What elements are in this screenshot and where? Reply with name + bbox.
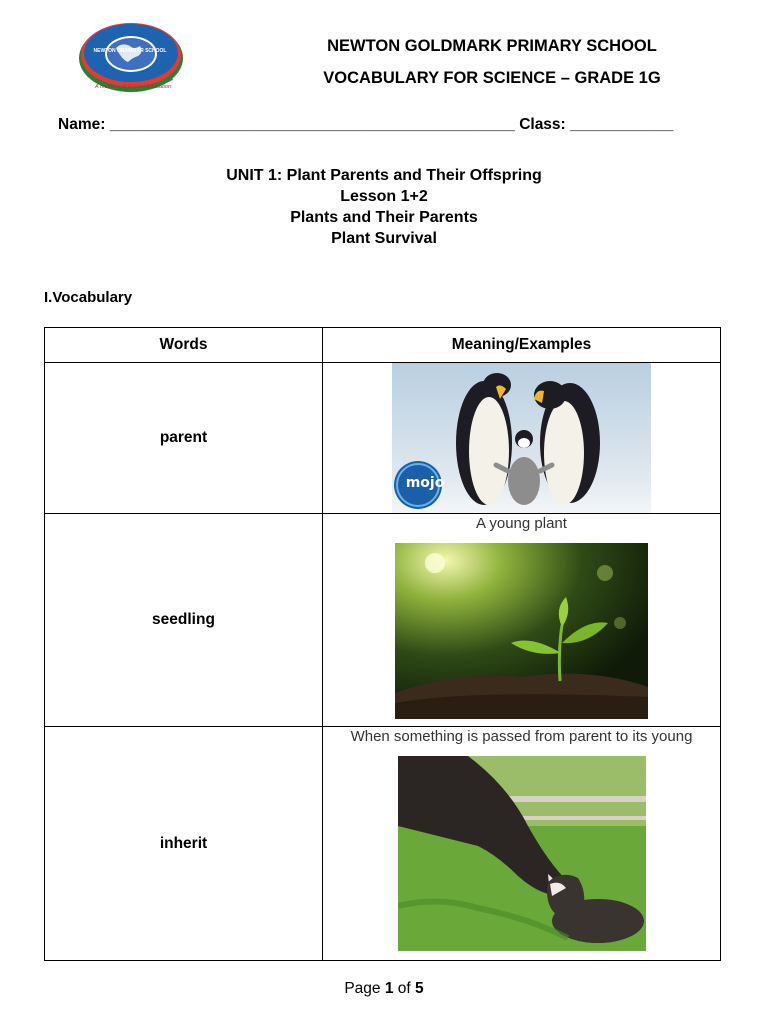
page-indicator	[0, 980, 768, 998]
horse-and-foal-image	[398, 756, 646, 951]
word-cell: inherit	[45, 727, 323, 961]
mojo-badge: mojo	[405, 475, 445, 491]
page-prefix: Page	[344, 980, 381, 997]
section-title: I.Vocabulary	[44, 289, 133, 306]
current-page: 1	[384, 980, 394, 997]
topic-title-2: Plant Survival	[331, 230, 437, 247]
meaning-caption: When something is passed from parent to its young	[350, 728, 693, 745]
seedling-image	[395, 543, 648, 719]
table-row	[45, 363, 721, 514]
table-header-row	[45, 328, 721, 363]
logo-tagline: A member of Equest Education	[95, 84, 171, 90]
total-pages: 5	[415, 980, 424, 997]
vocabulary-table	[44, 327, 721, 961]
meaning-cell	[323, 727, 721, 961]
worksheet-title: VOCABULARY FOR SCIENCE – GRADE 1G	[323, 69, 661, 87]
school-title: NEWTON GOLDMARK PRIMARY SCHOOL	[327, 37, 657, 55]
page-of: of	[397, 980, 411, 997]
name-label: Name:	[58, 116, 106, 133]
word-cell: seedling	[45, 514, 323, 727]
logo-school-name: NEWTON GRAMMAR SCHOOL	[93, 48, 167, 54]
column-header-words: Words	[45, 328, 323, 363]
class-blank[interactable]: ____________	[570, 116, 674, 133]
meaning-caption: A young plant	[476, 515, 567, 532]
table-row	[45, 727, 721, 961]
column-header-meaning: Meaning/Examples	[323, 328, 721, 363]
meaning-cell	[323, 363, 721, 514]
meaning-cell	[323, 514, 721, 727]
topic-title-1: Plants and Their Parents	[290, 209, 478, 226]
unit-title: UNIT 1: Plant Parents and Their Offspring	[226, 167, 542, 184]
class-label: Class:	[519, 116, 566, 133]
table-row	[45, 514, 721, 727]
word-cell: parent	[45, 363, 323, 514]
name-class-row	[58, 116, 673, 134]
lesson-title: Lesson 1+2	[340, 188, 428, 205]
name-blank[interactable]: _______________________________________________	[109, 116, 515, 133]
unit-heading	[0, 165, 768, 249]
